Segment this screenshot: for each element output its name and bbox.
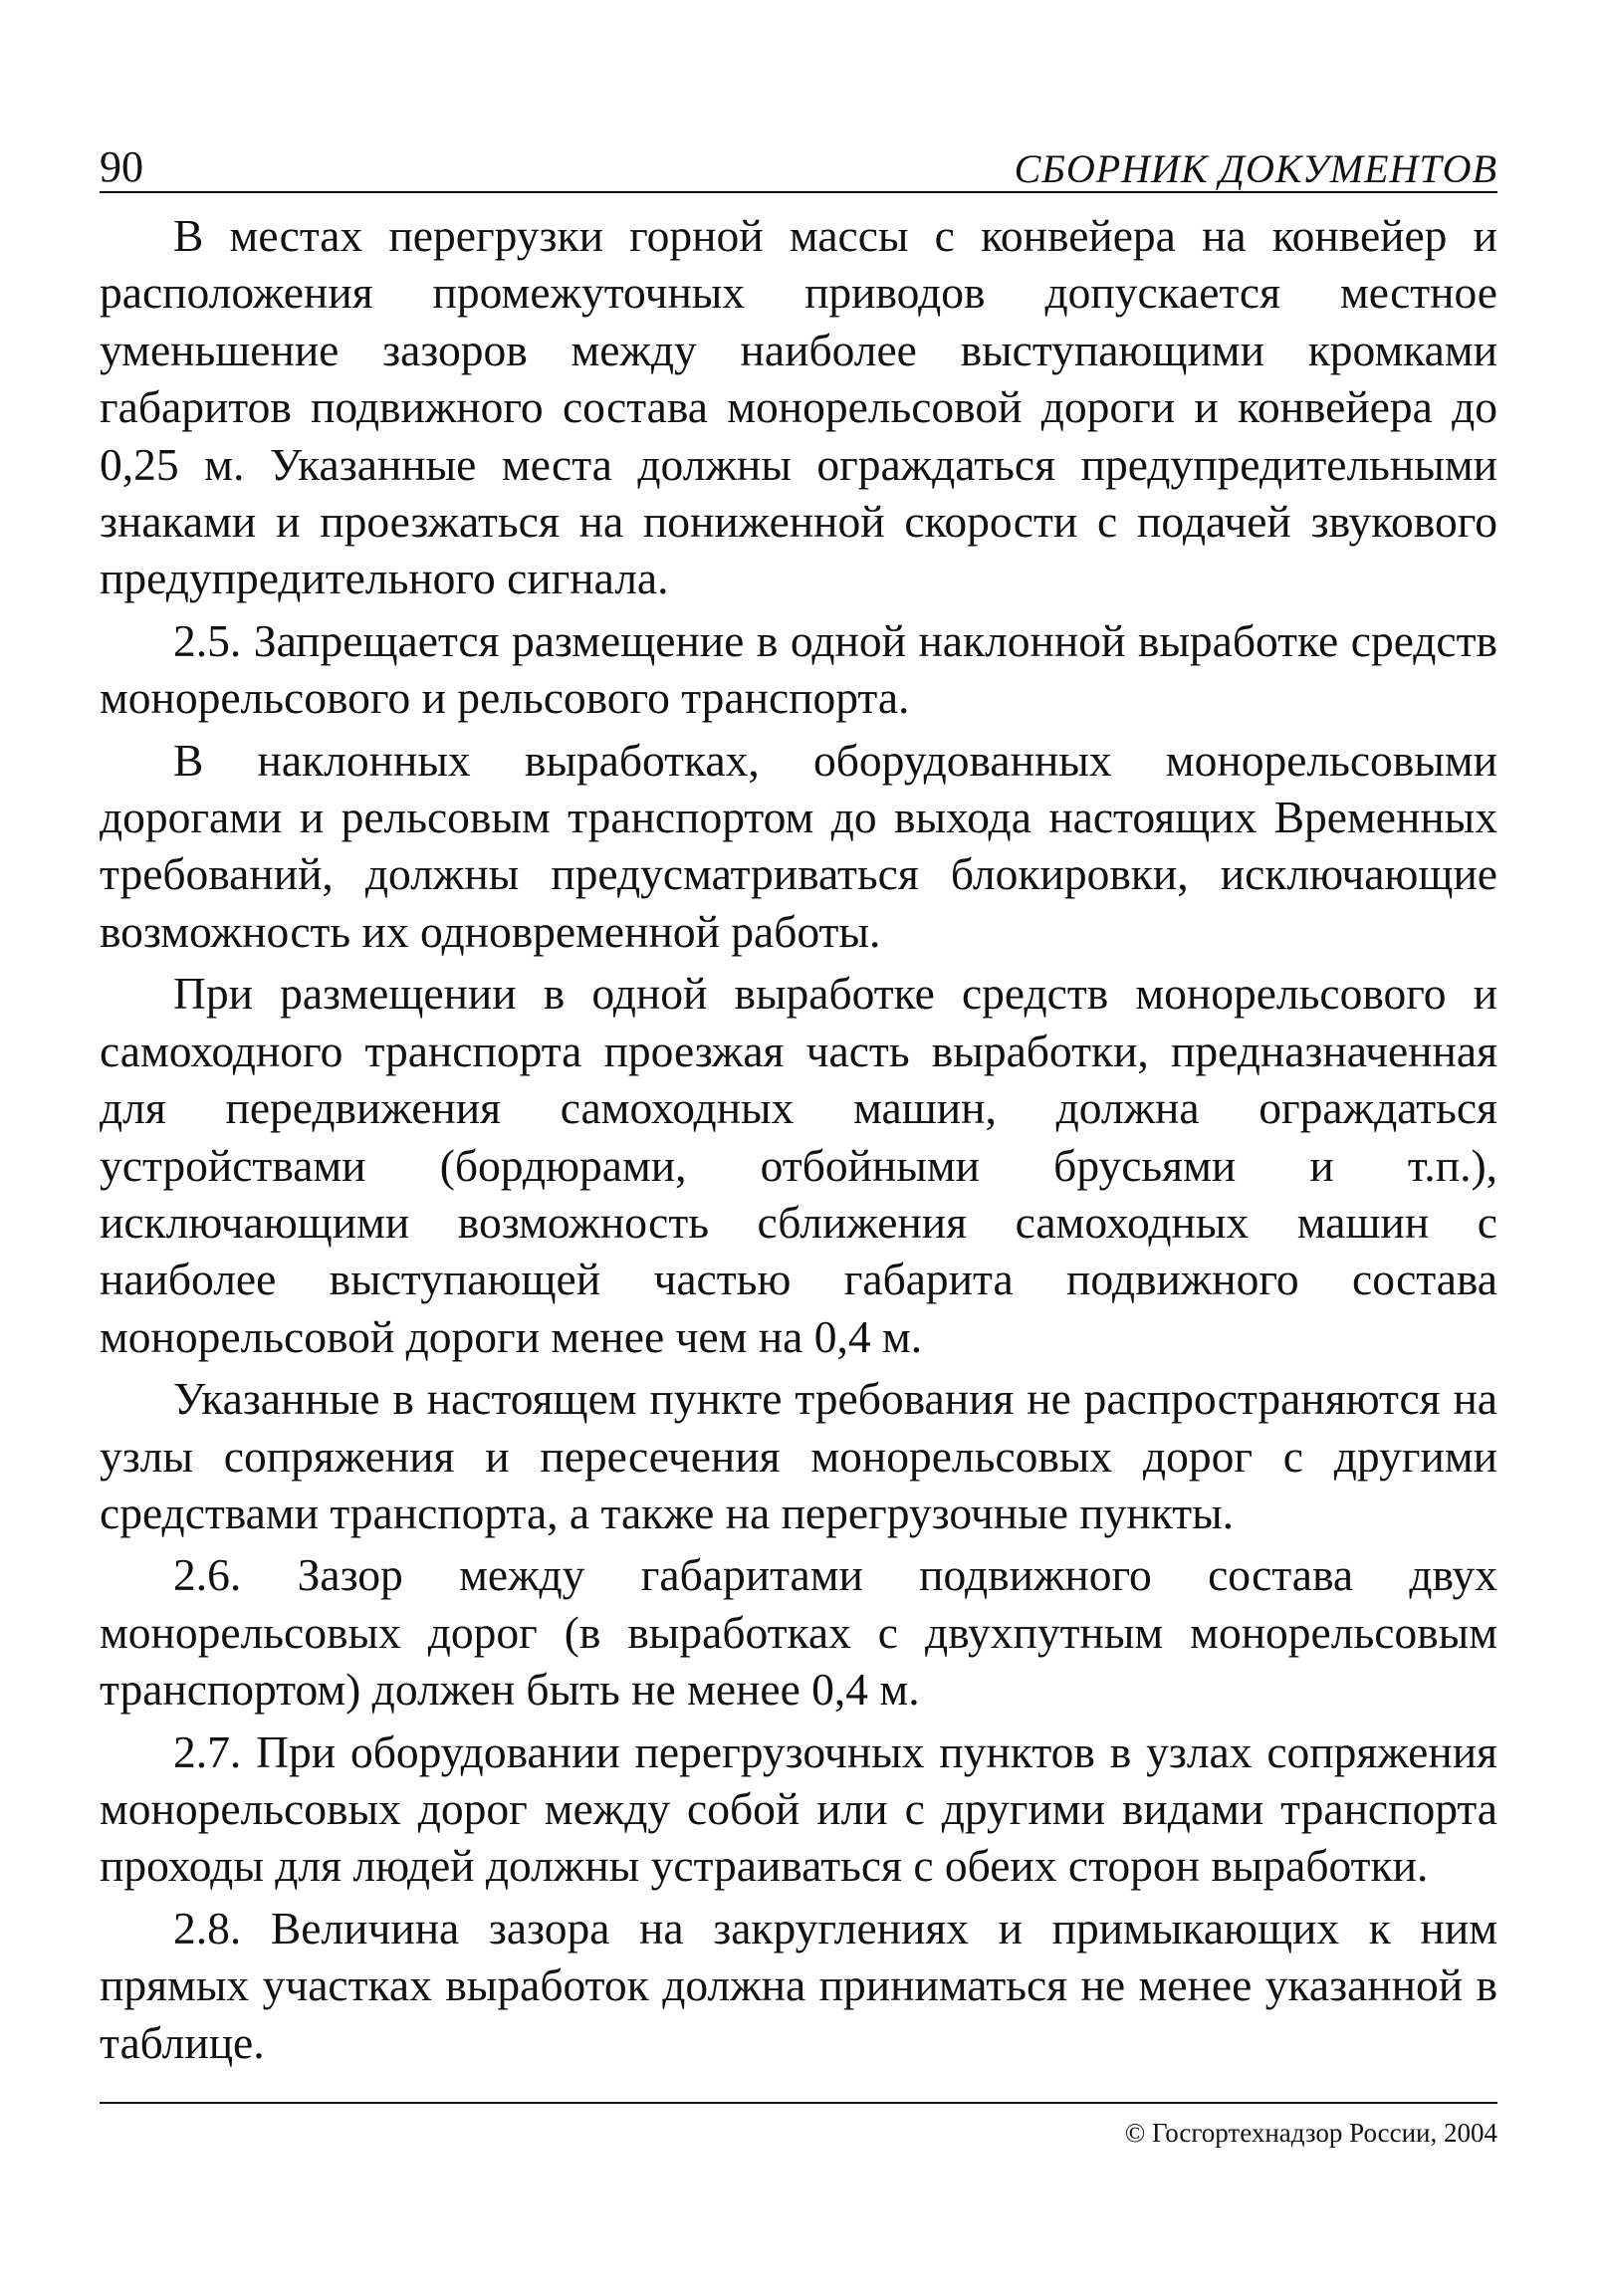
paragraph-2-7: 2.7. При оборудовании перегрузочных пунктов в узлах сопряжения монорельсовых дорог между собой или с другими видами транспорта проходы для людей должны устраиваться с обеих сторон выработки. xyxy=(100,1725,1497,1892)
paragraph-2-6: 2.6. Зазор между габаритами подвижного состава двух монорельсовых дорог (в выработках с двухпутным монорельсовым транспортом) должен быть не менее 0,4 м. xyxy=(100,1549,1497,1716)
paragraph-conveyor-clearance: В местах перегрузки горной массы с конвейера на конвейер и расположения промежуточных приводов допускается местное уменьшение зазоров между наиболее выступающими кромками габаритов подвижного состава монорельсовой дороги и конвейера до 0,25 м. Указанные места должны ограждаться предупредительными знаками и проезжаться на пониженной скорости с подачей звукового предупредительного сигнала. xyxy=(100,210,1497,604)
paragraph-2-8: 2.8. Величина зазора на закруглениях и примыкающих к ним прямых участках выработок должна приниматься не менее указанной в таблице. xyxy=(100,1902,1497,2068)
running-title: СБОРНИК ДОКУМЕНТОВ xyxy=(1014,146,1497,191)
page-number: 90 xyxy=(100,142,143,191)
paragraph-self-propelled: При размещении в одной выработке средств монорельсового и самоходного транспорта проезжая часть выработки, предназначенная для передвижения самоходных машин, должна ограждаться устройствами (бордюрами, отбойными брусьями и т.п.), исключающими возможность сближения самоходных машин с наиболее выступающей частью габарита подвижного состава монорельсовой дороги менее чем на 0,4 м. xyxy=(100,968,1497,1362)
document-page xyxy=(100,139,1497,2220)
page-header xyxy=(100,139,1497,193)
paragraph-blocking: В наклонных выработках, оборудованных монорельсовыми дорогами и рельсовым транспортом до выхода настоящих Временных требований, должны предусматриваться блокировки, исключающие возможность их одновременной работы. xyxy=(100,734,1497,957)
page-footer xyxy=(100,2102,1497,2148)
paragraph-2-5: 2.5. Запрещается размещение в одной наклонной выработке средств монорельсового и рельсового транспорта. xyxy=(100,614,1497,724)
body-text xyxy=(100,207,1497,2071)
copyright-notice: © Госгортехнадзор России, 2004 xyxy=(1124,2118,1497,2148)
paragraph-exceptions: Указанные в настоящем пункте требования не распространяются на узлы сопряжения и пересечения монорельсовых дорог с другими средствами транспорта, а также на перегрузочные пункты. xyxy=(100,1373,1497,1538)
